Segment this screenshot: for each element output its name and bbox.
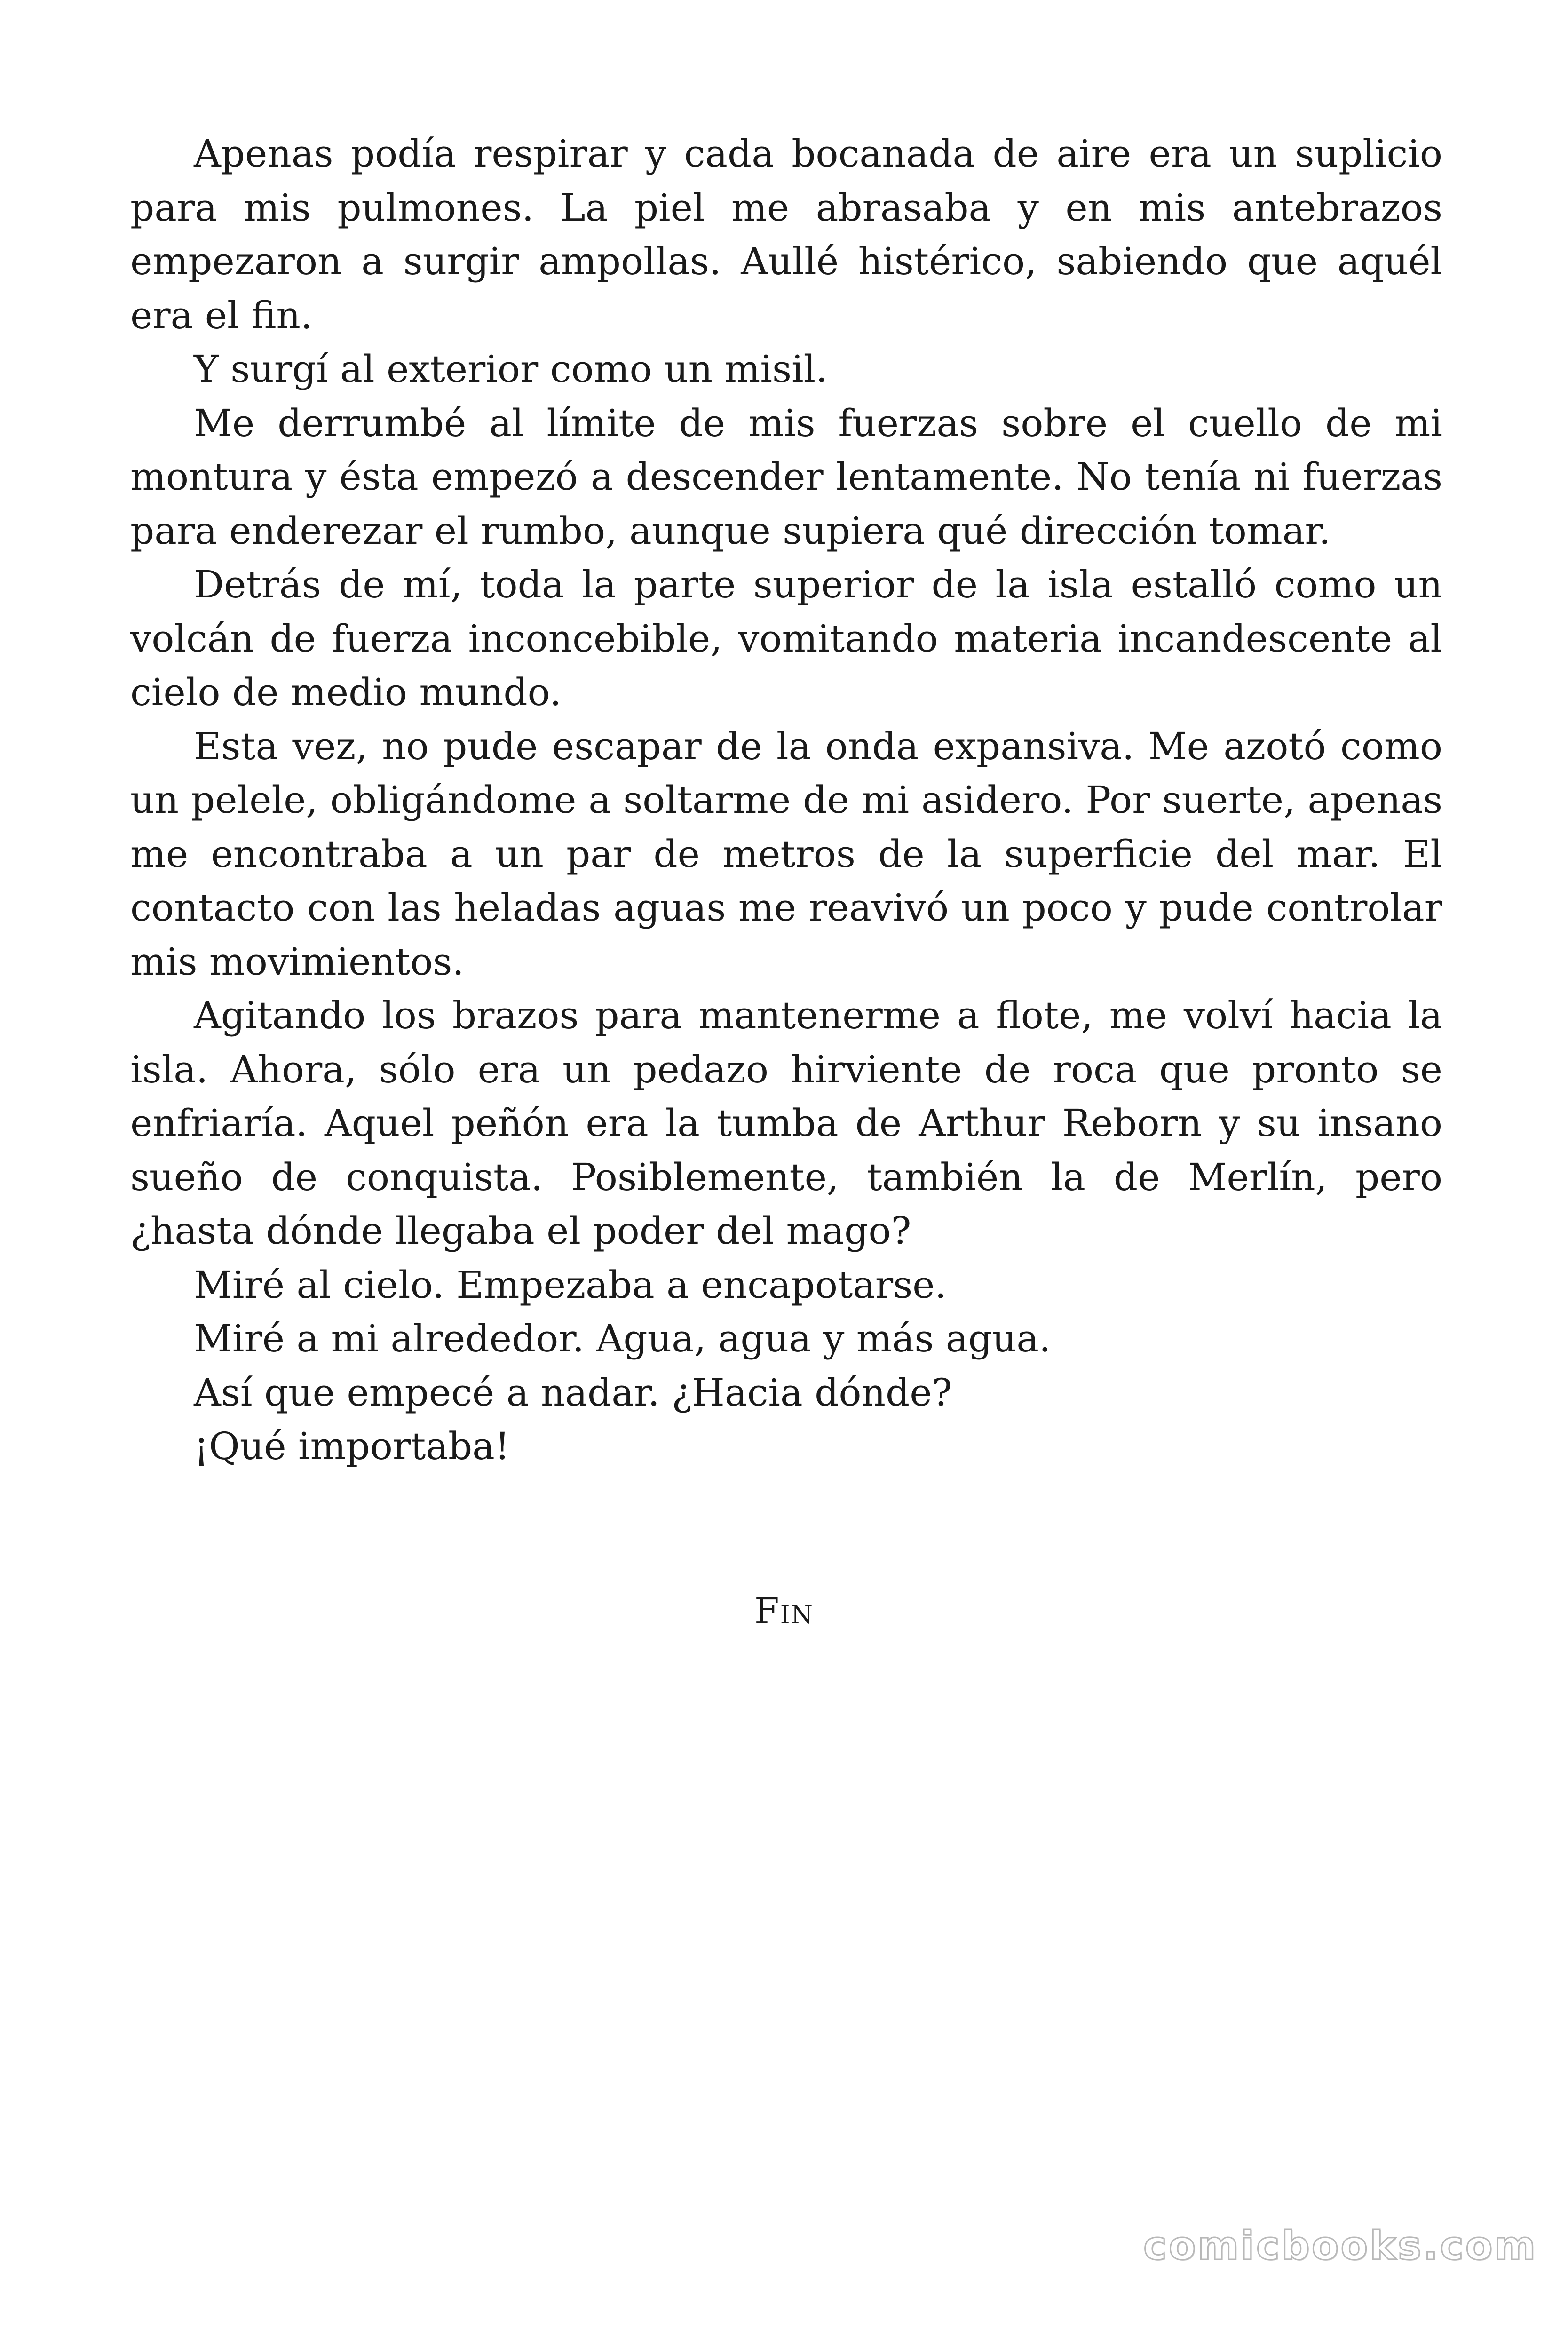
paragraph-7: Miré al cielo. Empezaba a encapotarse.	[194, 1263, 947, 1307]
paragraph-10: ¡Qué importaba!	[194, 1424, 510, 1468]
paragraph-3: Me derrumbé al límite de mis fuerzas sobre el cuello de mi montura y ésta empezó a descender lentamente. No tenía ni fuerzas para enderezar el rumbo, aunque supiera qué dirección tomar.	[130, 401, 1442, 553]
watermark-logo: comicbooks.com	[1143, 2223, 1537, 2269]
paragraph-8: Miré a mi alrededor. Agua, agua y más agua.	[194, 1317, 1051, 1360]
paragraph-9: Así que empecé a nadar. ¿Hacia dónde?	[194, 1370, 952, 1414]
paragraph-4: Detrás de mí, toda la parte superior de la isla estalló como un volcán de fuerza inconcebible, vomitando materia incandescente al cielo de medio mundo.	[130, 563, 1442, 714]
paragraph-5: Esta vez, no pude escapar de la onda expansiva. Me azotó como un pelele, obligándome a soltarme de mi asidero. Por suerte, apenas me encontraba a un par de metros de la superficie del mar. El contacto con las heladas aguas me reavivó un poco y pude controlar mis movimientos.	[130, 724, 1442, 984]
paragraph-1: Apenas podía respirar y cada bocanada de aire era un suplicio para mis pulmones. La piel me abrasaba y en mis antebrazos empezaron a surgir ampollas. Aullé histérico, sabiendo que aquél era el fin.	[130, 132, 1442, 337]
paragraph-6: Agitando los brazos para mantenerme a flote, me volví hacia la isla. Ahora, sólo era un pedazo hirviente de roca que pronto se enfriaría. Aquel peñón era la tumba de Arthur Reborn y su insano sueño de conquista. Posiblemente, también la de Merlín, pero ¿hasta dónde llegaba el poder del mago?	[130, 993, 1442, 1253]
paragraph-2: Y surgí al exterior como un misil.	[194, 347, 828, 391]
end-mark: Fin	[754, 1590, 814, 1632]
body-text	[130, 127, 1442, 1474]
